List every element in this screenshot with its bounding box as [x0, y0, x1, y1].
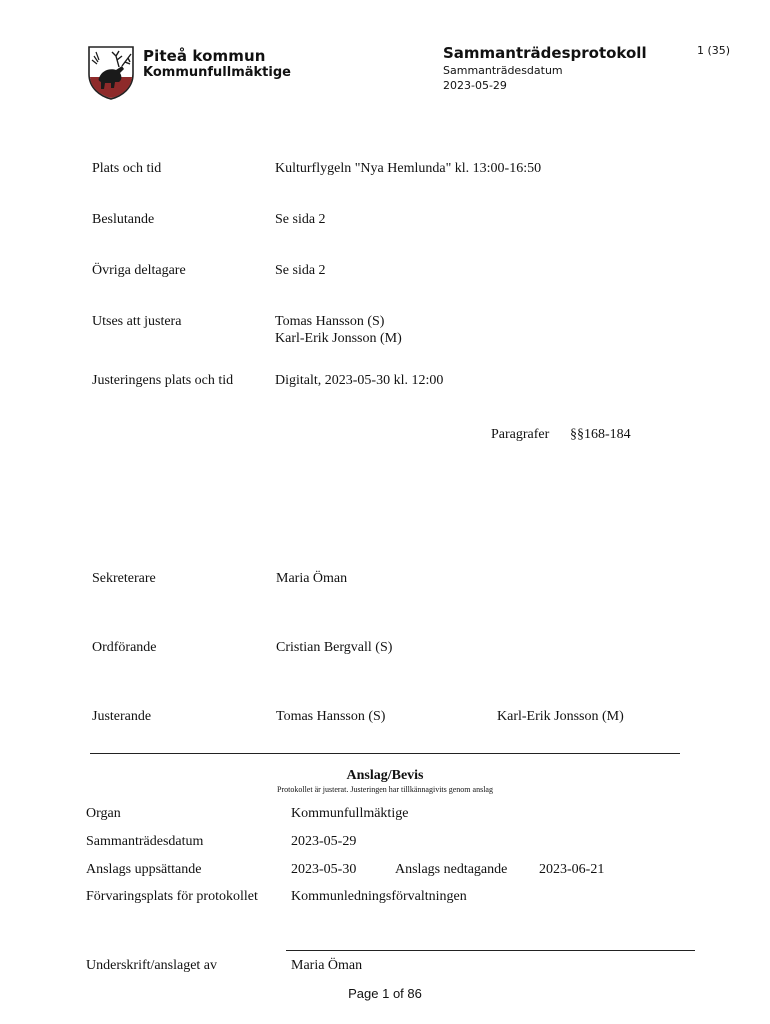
justerande-label: Justerande [92, 709, 152, 724]
date-label: Sammanträdesdatum [443, 64, 563, 77]
nedtagande-label: Anslags nedtagande [395, 862, 508, 877]
forvaring-value: Kommunledningsförvaltningen [291, 889, 467, 904]
forvaring-label: Förvaringsplats för protokollet [86, 889, 258, 904]
divider-line [90, 753, 680, 754]
ovriga-label: Övriga deltagare [92, 263, 186, 278]
org-name: Piteå kommun [143, 47, 266, 65]
plats-label: Plats och tid [92, 161, 162, 176]
ordforande-label: Ordförande [92, 640, 157, 655]
anslag-note: Protokollet är justerat. Justeringen har tillkännagivits genom anslag [277, 785, 493, 794]
utses-label: Utses att justera [92, 314, 182, 329]
anslag-title: Anslag/Bevis [346, 768, 424, 783]
plats-value: Kulturflygeln "Nya Hemlunda" kl. 13:00-16:50 [275, 161, 542, 176]
ordforande-value: Cristian Bergvall (S) [276, 640, 393, 655]
organ-label: Organ [86, 806, 121, 821]
uppsattande-label: Anslags uppsättande [86, 862, 202, 877]
sekreterare-value: Maria Öman [276, 571, 348, 586]
justering-label: Justeringens plats och tid [92, 373, 234, 388]
utses-value-2: Karl-Erik Jonsson (M) [275, 331, 402, 346]
justering-value: Digitalt, 2023-05-30 kl. 12:00 [275, 373, 444, 388]
beslutande-value: Se sida 2 [275, 212, 326, 227]
underskrift-label: Underskrift/anslaget av [86, 958, 218, 973]
datum-label: Sammanträdesdatum [86, 834, 204, 849]
paragrafer-value: §§168-184 [570, 427, 631, 442]
meeting-date: 2023-05-29 [443, 79, 507, 92]
underskrift-value: Maria Öman [291, 958, 363, 973]
page-footer: Page 1 of 86 [348, 986, 422, 1001]
beslutande-label: Beslutande [92, 212, 155, 227]
doc-title: Sammanträdesprotokoll [443, 44, 647, 62]
organ-value: Kommunfullmäktige [291, 806, 409, 821]
org-sub: Kommunfullmäktige [143, 65, 291, 80]
paragrafer-label: Paragrafer [491, 427, 550, 442]
datum-value: 2023-05-29 [291, 834, 357, 849]
kommun-logo [86, 44, 136, 100]
utses-value-1: Tomas Hansson (S) [275, 314, 385, 329]
justerande-value-1: Tomas Hansson (S) [276, 709, 386, 724]
sekreterare-label: Sekreterare [92, 571, 156, 586]
nedtagande-value: 2023-06-21 [539, 862, 605, 877]
signature-line [286, 950, 695, 951]
justerande-value-2: Karl-Erik Jonsson (M) [497, 709, 624, 724]
page-ref: 1 (35) [697, 44, 731, 57]
ovriga-value: Se sida 2 [275, 263, 326, 278]
uppsattande-value: 2023-05-30 [291, 862, 357, 877]
